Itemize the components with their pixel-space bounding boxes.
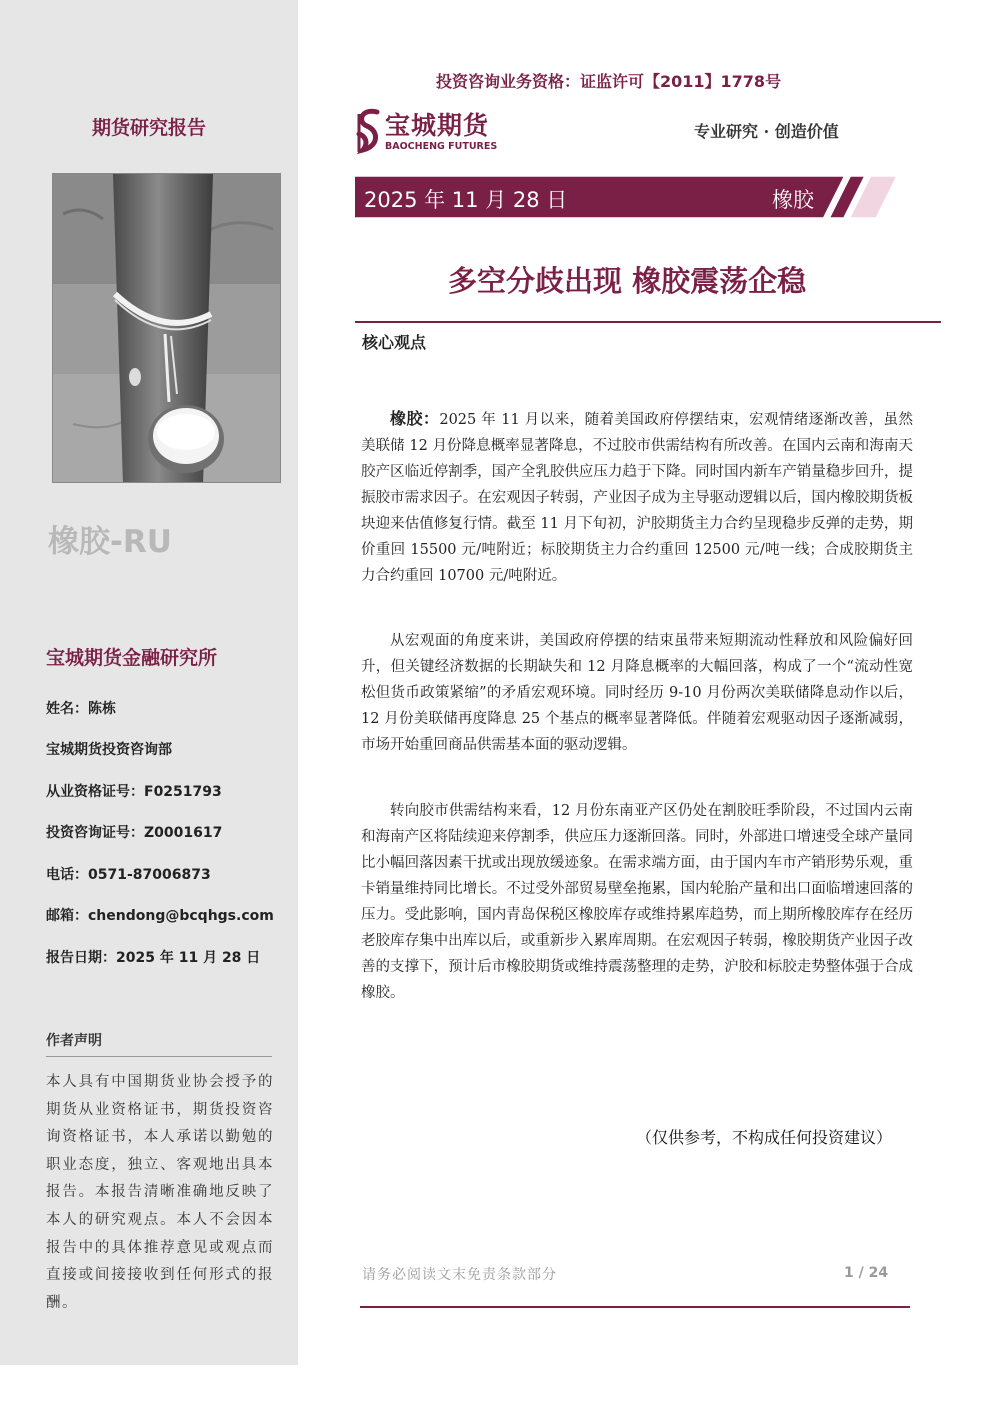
analyst-name: 姓名：陈栋 bbox=[46, 701, 116, 717]
core-view-label: 核心观点 bbox=[362, 333, 427, 352]
banner-product: 橡胶 bbox=[772, 188, 814, 212]
product-code: 橡胶-RU bbox=[48, 524, 172, 560]
department: 宝城期货投资咨询部 bbox=[46, 742, 172, 758]
sidebar bbox=[0, 0, 298, 1365]
page-number: 1 / 24 bbox=[844, 1265, 889, 1281]
report-date: 报告日期：2025 年 11 月 28 日 bbox=[46, 950, 261, 966]
declaration-text: 本人具有中国期货业协会授予的期货从业资格证书，期货投资咨询资格证书，本人承诺以勤勉的职业态度，独立、客观地出具本报告。本报告清晰准确地反映了本人的研究观点。本人不会因本报告中的具体推荐意见或观点而直接或间接接收到任何形式的报酬。 bbox=[46, 1074, 274, 1311]
phone: 电话：0571-87006873 bbox=[46, 867, 211, 883]
logo-english: BAOCHENG FUTURES bbox=[385, 141, 498, 152]
paragraph-3: 转向胶市供需结构来看，12 月份东南亚产区仍处在割胶旺季阶段，不过国内云南和海南产区将陆续迎来停割季，供应压力逐渐回落。同时，外部进口增速受全球产量同比小幅回落因素干扰或出现放缓迹象。在需求端方面，由于国内车市产销形势乐观，重卡销量维持同比增长。不过受外部贸易壁垒拖累，国内轮胎产量和出口面临增速回落的压力。受此影响，国内青岛保税区橡胶库存或维持累库趋势，而上期所橡胶库存在经历老胶库存集中出库以后，或重新步入累库周期。在宏观因子转弱，橡胶期货产业因子改善的支撑下，预计后市橡胶期货或维持震荡整理的走势，沪胶和标胶走势整体强于合成橡胶。 bbox=[361, 803, 913, 1001]
paragraph-1-body: 2025 年 11 月以来，随着美国政府停摆结束，宏观情绪逐渐改善，虽然美联储 12 月份降息概率显著降息，不过胶市供需结构有所改善。在国内云南和海南天胶产区临近停割季，国产全乳胶供应压力趋于下降。同时国内新车产销量稳步回升，提振胶市需求因子。在宏观因子转弱，产业因子成为主导驱动逻辑以后，国内橡胶期货板块迎来估值修复行情。截至 11 月下旬初，沪胶期货主力合约呈现稳步反弹的走势，期价重回 15500 元/吨附近；标胶期货主力合约重回 12500 元/吨一线；合成胶期货主力合约重回 10700 元/吨附近。 bbox=[361, 412, 913, 584]
consulting-number: 投资咨询证号：Z0001617 bbox=[46, 825, 223, 841]
qualification-number: 从业资格证号：F0251793 bbox=[46, 784, 222, 800]
investment-disclaimer: （仅供参考，不构成任何投资建议） bbox=[636, 1128, 893, 1147]
paragraph-2: 从宏观面的角度来讲，美国政府停摆的结束虽带来短期流动性释放和风险偏好回升，但关键经济数据的长期缺失和 12 月降息概率的大幅回落，构成了一个“流动性宽松但货币政策紧缩”的矛盾宏观环境。同时经历 9-10 月份两次美联储降息动作以后，12 月份美联储再度降息 25 个基点的概率显著降低。伴随着宏观驱动因子逐渐减弱，市场开始重回商品供需基本面的驱动逻辑。 bbox=[361, 633, 913, 753]
logo-chinese: 宝城期货 bbox=[385, 111, 490, 140]
institute-name: 宝城期货金融研究所 bbox=[46, 647, 218, 669]
logo-mark-icon bbox=[355, 106, 383, 156]
title-divider bbox=[355, 321, 941, 323]
paragraph-1 bbox=[361, 406, 913, 589]
rubber-tapping-photo bbox=[52, 173, 281, 483]
email: 邮箱：chendong@bcqhgs.com bbox=[46, 908, 274, 924]
paragraph-1-lead: 橡胶： bbox=[390, 409, 440, 428]
footer-note: 请务必阅读文末免责条款部分 bbox=[362, 1267, 557, 1283]
declaration-divider bbox=[46, 1056, 272, 1057]
company-logo bbox=[355, 106, 525, 156]
footer-divider bbox=[360, 1306, 910, 1308]
report-type-label: 期货研究报告 bbox=[91, 117, 206, 139]
license-line: 投资咨询业务资格：证监许可【2011】1778号 bbox=[436, 72, 782, 91]
rubber-tree-image bbox=[53, 174, 281, 483]
slogan: 专业研究 · 创造价值 bbox=[694, 122, 839, 141]
report-title: 多空分歧出现 橡胶震荡企稳 bbox=[448, 264, 807, 298]
banner-date: 2025 年 11 月 28 日 bbox=[364, 188, 568, 212]
declaration-title: 作者声明 bbox=[46, 1033, 102, 1049]
